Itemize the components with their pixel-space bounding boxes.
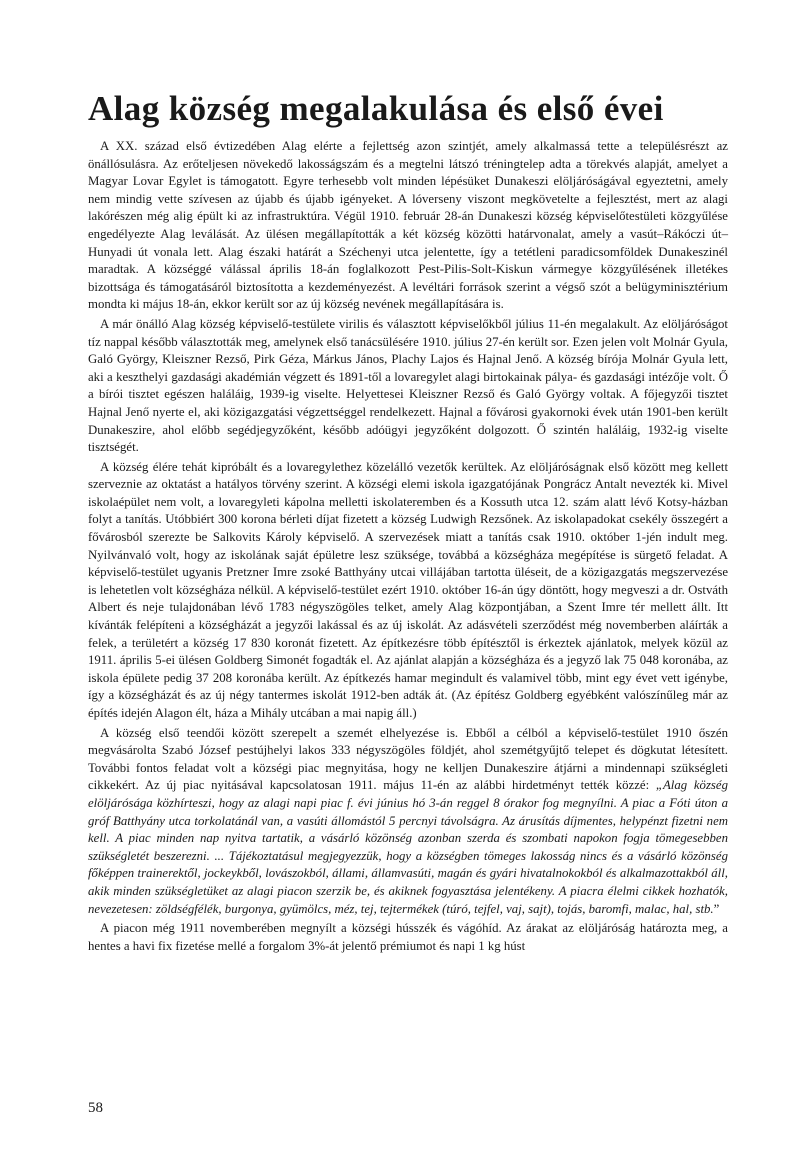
book-page xyxy=(88,88,728,955)
paragraph-4 xyxy=(88,725,728,919)
paragraph-5 xyxy=(88,920,728,955)
paragraph-1 xyxy=(88,138,728,314)
chapter-title: Alag község megalakulása és első évei xyxy=(88,89,664,128)
paragraph-2-text: A már önálló Alag község képviselő-testülete virilis és választott képviselőkből július 11-én megalakult. Az elöljáróságot tíz nappal később választották meg, amelynek első tanácsülésére 1910. július 27-én került sor. Ezen jelen volt Molnár Gyula, Galó György, Kleiszner Rezső, Pirk Géza, Márkus János, Plachy Lajos és Hajnal Jenő. A község bírója Molnár Gyula lett, aki a keszthelyi gazdasági akadémián végzett és 1891-től a lovaregylet alagi birtokainak pálya- és gazdasági intézője volt. Ő a bírói tisztet egészen haláláig, 1939-ig viselte. Helyettesei Kleiszner Rezső és Galó György voltak. A főjegyzői tisztet Hajnal Jenő nyerte el, aki közigazgatási végzettséggel rendelkezett. Hajnal a fővárosi gyakornoki évek után 1901-ben került Dunakeszire, ahol előbb segédjegyzőként, később adóügyi jegyzőként dolgozott. Ő szintén haláláig, 1932-ig viselte tisztségét. xyxy=(88,316,728,455)
market-announcement-quote: „Alag község elöljárósága közhírteszi, hogy az alagi napi piac f. évi június hó 3-án reggel 8 órakor fog megnyílni. A piac a Fóti úton a gróf Batthyány utca torkolatánál van, a vasúti állomástól 5 percnyi távolságra. Az árusítás díjmentes, helypénzt fizetni nem kell. A piac minden nap nyitva tartatik, a vásárló közönség azonban szerda és szombati napokon fogja tömegesebben szükségletét beszerezni. ... Tájékoztatásul megjegyezzük, hogy a községben tömeges lakosság nincs és a vásárló közönség főképpen trainerektől, jockeykből, lovászokból, állami, államvasúti, magán és gyári hivatalnokokból és alkalmazottakból áll, akik minden szükségletüket az alagi piacon szerzik be, és akiknek fogyasztása jelentékeny. A piacra élelmi cikkek hozhatók, nevezetesen: zöldségfélék, burgonya, gyümölcs, méz, tej, tejtermékek (túró, tejfel, vaj, sajt), tojás, baromfi, malac, hal, stb. xyxy=(88,778,728,916)
paragraph-4-text: A község első teendői között szerepelt a szemét elhelyezése is. Ebből a célból a képviselő-testület 1910 őszén megvásárolta Szabó József pestújhelyi lakos 333 négyszögöles földjét, ahol szemétgyűjtő telepet és dögkutat létesített. További fontos feladat volt a községi piac megnyitása, hogy ne kelljen Dunakeszire átjárni a mindennapi szükségleti cikkekért. Az új piac nyitásával kapcsolatosan 1911. május 11-én az alábbi hirdetményt tették közzé: xyxy=(88,725,728,793)
paragraph-3 xyxy=(88,459,728,723)
paragraph-5-text: A piacon még 1911 novemberében megnyílt a községi hússzék és vágóhíd. Az árakat az elöljáróság határozta meg, a hentes a havi fix fizetése mellé a forgalom 3%-át jelentő prémiumot és napi 1 kg húst xyxy=(88,921,728,953)
paragraph-3-text: A község élére tehát kipróbált és a lovaregylethez közelálló vezetők kerültek. Az elöljáróságnak első között meg kellett szerveznie az oktatást a hatályos törvény szerint. A községi elemi iskola igazgatójának Pongrácz Antalt nevezték ki. Mivel iskolaépület nem volt, a lovaregyleti kápolna melletti iskolateremben és a Kossuth utca 12. szám alatt lévő Kotsy-házban folyt a tanítás. Utóbbiért 300 korona bérleti díjat fizetett a község Ludwigh Rezsőnek. Az iskolapadokat csekély összegért a fővárosból szerezte be Salkovits Károly képviselő. A szervezések miatt a tanítás csak 1910. október 1-jén indult meg. Nyilvánvaló volt, hogy az iskolának saját épületre lesz szüksége, továbbá a községháza megépítése is sürgető feladat. A képviselő-testület ugyanis Pretzner Imre zsoké Batthyány utcai villájában tartotta üléseit, de a közigazgatás megszervezése is lehetetlen volt községháza nélkül. A képviselő-testület ezért 1910. október 16-án úgy döntött, hogy megveszi a dr. Ostváth Albert és neje tulajdonában lévő 1783 négyszögöles telket, amely Alag központjában, a Szent Imre tér mellett állt. Itt kívánták felépíteni a községházát a jegyzői lakással és az új iskolát. Az adásvételi szerződést még novemberben aláírták a felek, a területért a község 17 830 koronát fizetett. Az építkezésre több építésztől is érkeztek ajánlatok, melyek közül az 1911. április 5-ei ülésen Goldberg Simonét fogadták el. Az ajánlat alapján a községháza és a jegyző lak 75 048 koronába, az iskola épülete pedig 37 208 koronába került. Az építkezés hamar megindult és valamivel több, mint egy évet vett igénybe, így a községházát és az új négy tantermes iskolát 1912-ben adták át. (Az építész Goldberg egyébként valószínűleg már az építés idején Alagon élt, háza a Mihály utcában a mai napig áll.) xyxy=(88,459,728,720)
quote-closing-mark: ” xyxy=(713,901,720,916)
paragraph-2 xyxy=(88,316,728,457)
paragraph-1-text: A XX. század első évtizedében Alag elérte a fejlettség azon szintjét, amely alkalmassá tette a településrészt az önállósulásra. Az erőteljesen növekedő lakosságszám és a megtelni látszó tréningtelep adta a törekvés alapját, amelyet a Magyar Lovar Egylet is támogatott. Egyre terhesebb volt minden lépésüket Dunakeszi elöljáróságával egyeztetni, amely nem mindig vette szívesen az újabb és újabb igényeket. A lóverseny viszont megkövetelte a fejlesztést, mert az alagi lakórészen még alig épült ki az infrastruktúra. Végül 1910. február 28-án Dunakeszi község képviselőtestületi közgyűlése engedélyezte Alag leválását. Az ülésen megállapították a két község közötti határvonalat, amely a vasút–Rákóczi út–Hunyadi út vonala lett. Alag északi határát a Széchenyi utca jelentette, így a tetétleni paradicsomföldek Dunakeszinél maradtak. A községgé válással április 18-án foglalkozott Pest-Pilis-Solt-Kiskun vármegye közgyűlésének illetékes bizottsága és támogatásáról biztosította a kezdeményezést. A levéltári források szerint a végső szót a belügyminisztérium mondta ki május 18-án, ekkor került sor az új község nevének megállapítására is. xyxy=(88,139,728,312)
page-number: 58 xyxy=(88,1100,103,1116)
